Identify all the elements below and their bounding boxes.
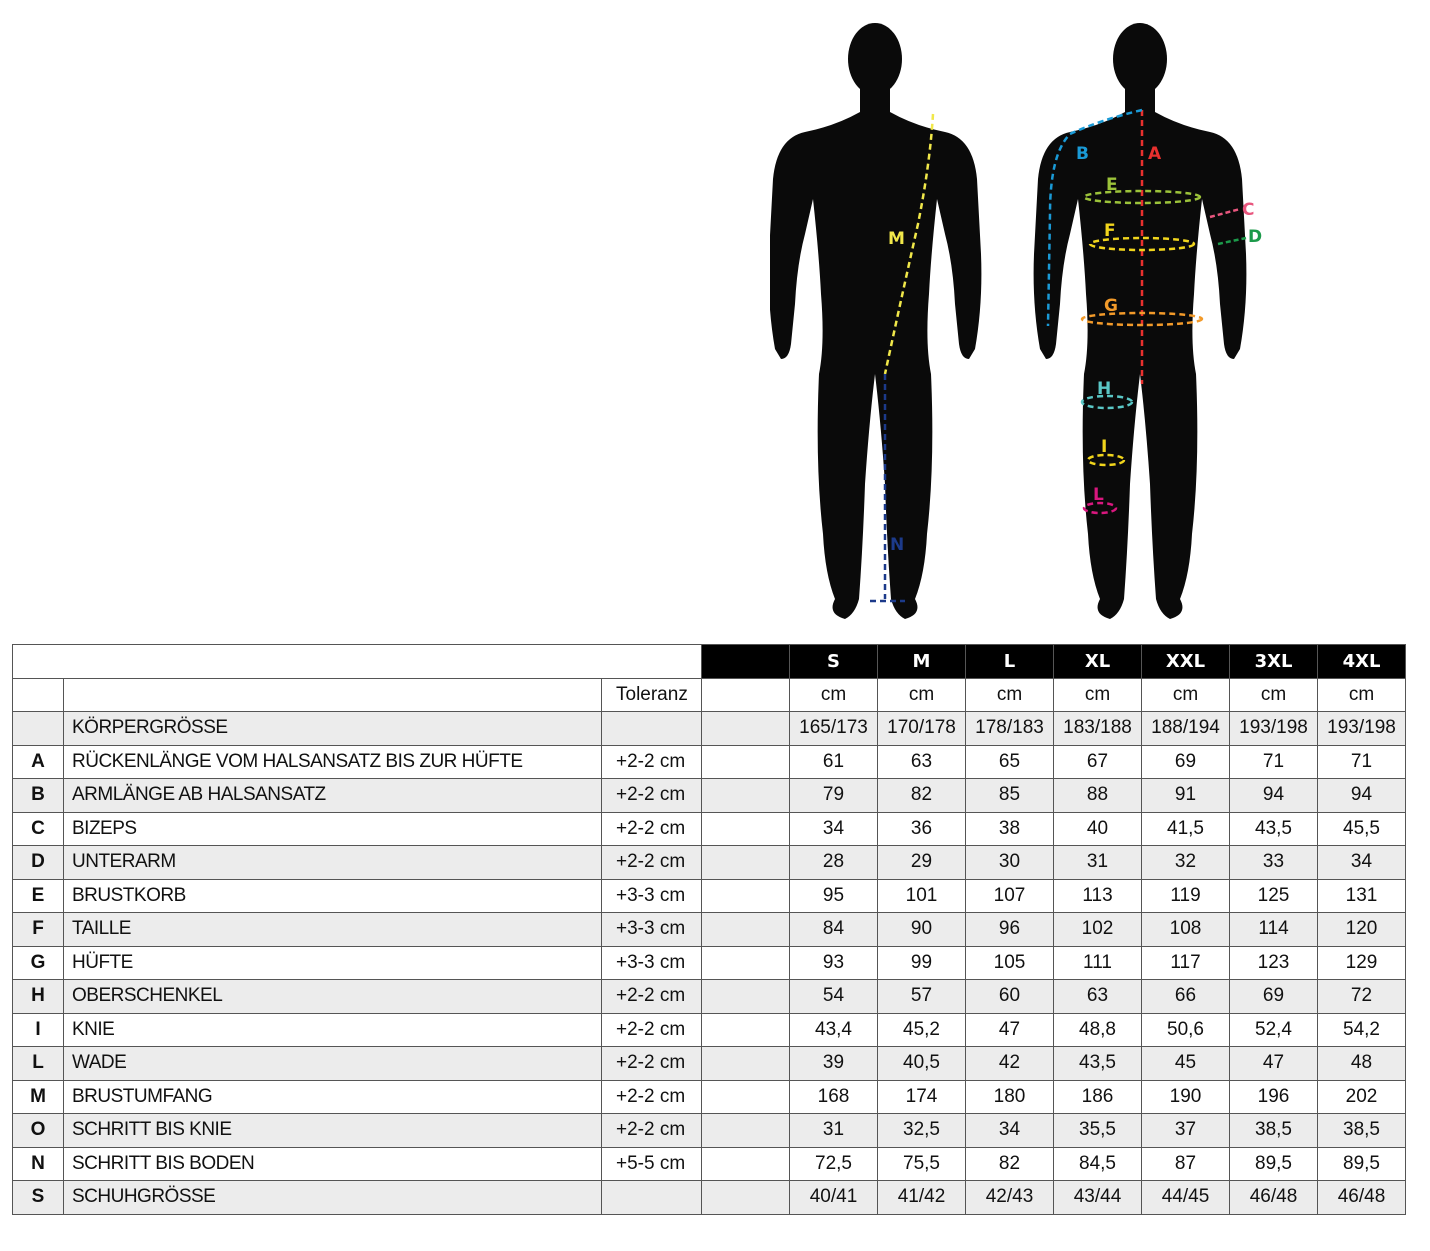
value-cell: 48	[1318, 1047, 1406, 1081]
value-cell: 69	[1230, 980, 1318, 1014]
row-spacer	[702, 1080, 790, 1114]
value-cell: 43,5	[1054, 1047, 1142, 1081]
row-letter: C	[13, 812, 64, 846]
value-cell: 34	[1318, 846, 1406, 880]
value-cell: 89,5	[1318, 1147, 1406, 1181]
unit-cell: cm	[1054, 678, 1142, 712]
value-cell: 131	[1318, 879, 1406, 913]
table-row	[13, 812, 1406, 846]
unit-cell: cm	[1142, 678, 1230, 712]
value-cell: 39	[790, 1047, 878, 1081]
row-spacer	[702, 1147, 790, 1181]
row-tolerance	[602, 1181, 702, 1215]
value-cell: 50,6	[1142, 1013, 1230, 1047]
unit-cell: cm	[1230, 678, 1318, 712]
row-spacer	[702, 1013, 790, 1047]
value-cell: 54	[790, 980, 878, 1014]
value-cell: 93	[790, 946, 878, 980]
size-header: 4XL	[1318, 645, 1406, 679]
value-cell: 45,2	[878, 1013, 966, 1047]
unit-cell: cm	[1318, 678, 1406, 712]
value-cell: 37	[1142, 1114, 1230, 1148]
value-cell: 102	[1054, 913, 1142, 947]
row-letter: M	[13, 1080, 64, 1114]
value-cell: 46/48	[1230, 1181, 1318, 1215]
value-cell: 99	[878, 946, 966, 980]
row-tolerance: +5-5 cm	[602, 1147, 702, 1181]
row-label: OBERSCHENKEL	[64, 980, 602, 1014]
row-label: UNTERARM	[64, 846, 602, 880]
value-cell: 29	[878, 846, 966, 880]
value-cell: 94	[1230, 779, 1318, 813]
value-cell: 129	[1318, 946, 1406, 980]
label-a: A	[1148, 144, 1162, 164]
row-tolerance: +2-2 cm	[602, 745, 702, 779]
table-row	[13, 913, 1406, 947]
size-header-row	[13, 645, 1406, 679]
row-label: RÜCKENLÄNGE VOM HALSANSATZ BIS ZUR HÜFTE	[64, 745, 602, 779]
body-figures	[770, 14, 1290, 634]
value-cell: 183/188	[1054, 712, 1142, 746]
table-row	[13, 779, 1406, 813]
table-row	[13, 1147, 1406, 1181]
value-cell: 45,5	[1318, 812, 1406, 846]
table-row	[13, 745, 1406, 779]
row-letter: B	[13, 779, 64, 813]
value-cell: 178/183	[966, 712, 1054, 746]
body-silhouettes	[770, 14, 1290, 634]
table-row	[13, 1047, 1406, 1081]
row-spacer	[702, 846, 790, 880]
label-e: E	[1106, 175, 1118, 195]
value-cell: 113	[1054, 879, 1142, 913]
label-l: L	[1093, 485, 1104, 505]
row-label: SCHRITT BIS KNIE	[64, 1114, 602, 1148]
value-cell: 31	[1054, 846, 1142, 880]
value-cell: 67	[1054, 745, 1142, 779]
value-cell: 71	[1230, 745, 1318, 779]
value-cell: 174	[878, 1080, 966, 1114]
row-label: BRUSTKORB	[64, 879, 602, 913]
value-cell: 63	[878, 745, 966, 779]
row-spacer	[702, 779, 790, 813]
value-cell: 66	[1142, 980, 1230, 1014]
value-cell: 69	[1142, 745, 1230, 779]
label-h: H	[1097, 379, 1112, 399]
value-cell: 180	[966, 1080, 1054, 1114]
row-letter: H	[13, 980, 64, 1014]
row-label: BIZEPS	[64, 812, 602, 846]
unit-cell: cm	[966, 678, 1054, 712]
value-cell: 28	[790, 846, 878, 880]
value-cell: 40,5	[878, 1047, 966, 1081]
table-row	[13, 846, 1406, 880]
size-header: L	[966, 645, 1054, 679]
row-tolerance: +2-2 cm	[602, 812, 702, 846]
value-cell: 105	[966, 946, 1054, 980]
label-g: G	[1104, 296, 1118, 316]
value-cell: 52,4	[1230, 1013, 1318, 1047]
value-cell: 79	[790, 779, 878, 813]
value-cell: 71	[1318, 745, 1406, 779]
row-spacer	[702, 812, 790, 846]
value-cell: 35,5	[1054, 1114, 1142, 1148]
value-cell: 188/194	[1142, 712, 1230, 746]
value-cell: 190	[1142, 1080, 1230, 1114]
value-cell: 41/42	[878, 1181, 966, 1215]
row-spacer	[702, 745, 790, 779]
value-cell: 119	[1142, 879, 1230, 913]
value-cell: 84	[790, 913, 878, 947]
row-tolerance: +3-3 cm	[602, 946, 702, 980]
size-table-body	[13, 645, 1406, 1215]
value-cell: 193/198	[1318, 712, 1406, 746]
row-tolerance: +2-2 cm	[602, 1114, 702, 1148]
value-cell: 44/45	[1142, 1181, 1230, 1215]
value-cell: 41,5	[1142, 812, 1230, 846]
value-cell: 40	[1054, 812, 1142, 846]
value-cell: 42	[966, 1047, 1054, 1081]
row-tolerance: +3-3 cm	[602, 913, 702, 947]
table-row	[13, 1080, 1406, 1114]
value-cell: 108	[1142, 913, 1230, 947]
label-c: C	[1242, 200, 1255, 220]
value-cell: 101	[878, 879, 966, 913]
unit-cell: cm	[790, 678, 878, 712]
row-letter: E	[13, 879, 64, 913]
value-cell: 38,5	[1318, 1114, 1406, 1148]
value-cell: 43/44	[1054, 1181, 1142, 1215]
table-row	[13, 1114, 1406, 1148]
value-cell: 193/198	[1230, 712, 1318, 746]
row-label: SCHRITT BIS BODEN	[64, 1147, 602, 1181]
row-label: KNIE	[64, 1013, 602, 1047]
value-cell: 48,8	[1054, 1013, 1142, 1047]
value-cell: 63	[1054, 980, 1142, 1014]
value-cell: 72	[1318, 980, 1406, 1014]
value-cell: 75,5	[878, 1147, 966, 1181]
value-cell: 94	[1318, 779, 1406, 813]
row-tolerance: +2-2 cm	[602, 846, 702, 880]
value-cell: 82	[966, 1147, 1054, 1181]
table-row	[13, 946, 1406, 980]
value-cell: 88	[1054, 779, 1142, 813]
row-letter: F	[13, 913, 64, 947]
value-cell: 43,4	[790, 1013, 878, 1047]
row-tolerance: +3-3 cm	[602, 879, 702, 913]
row-letter: A	[13, 745, 64, 779]
row-letter: I	[13, 1013, 64, 1047]
row-tolerance: +2-2 cm	[602, 980, 702, 1014]
value-cell: 120	[1318, 913, 1406, 947]
row-tolerance: +2-2 cm	[602, 1047, 702, 1081]
row-letter: O	[13, 1114, 64, 1148]
row-spacer	[702, 1114, 790, 1148]
row-spacer	[702, 980, 790, 1014]
size-header: M	[878, 645, 966, 679]
toleranz-header: Toleranz	[602, 678, 702, 712]
unit-cell: cm	[878, 678, 966, 712]
value-cell: 85	[966, 779, 1054, 813]
size-header: S	[790, 645, 878, 679]
value-cell: 196	[1230, 1080, 1318, 1114]
row-letter: L	[13, 1047, 64, 1081]
value-cell: 47	[1230, 1047, 1318, 1081]
value-cell: 72,5	[790, 1147, 878, 1181]
value-cell: 30	[966, 846, 1054, 880]
value-cell: 90	[878, 913, 966, 947]
value-cell: 165/173	[790, 712, 878, 746]
value-cell: 170/178	[878, 712, 966, 746]
value-cell: 57	[878, 980, 966, 1014]
label-i: I	[1101, 437, 1108, 457]
row-spacer	[702, 879, 790, 913]
value-cell: 46/48	[1318, 1181, 1406, 1215]
value-cell: 34	[790, 812, 878, 846]
size-header: XL	[1054, 645, 1142, 679]
value-cell: 45	[1142, 1047, 1230, 1081]
row-letter: D	[13, 846, 64, 880]
table-row	[13, 879, 1406, 913]
table-row	[13, 1181, 1406, 1215]
label-f: F	[1104, 221, 1116, 241]
row-tolerance: +2-2 cm	[602, 1080, 702, 1114]
row-label: WADE	[64, 1047, 602, 1081]
value-cell: 84,5	[1054, 1147, 1142, 1181]
label-m: M	[888, 229, 905, 249]
value-cell: 107	[966, 879, 1054, 913]
row-label: TAILLE	[64, 913, 602, 947]
label-b: B	[1076, 144, 1089, 164]
size-header: 3XL	[1230, 645, 1318, 679]
value-cell: 91	[1142, 779, 1230, 813]
row-label: HÜFTE	[64, 946, 602, 980]
value-cell: 87	[1142, 1147, 1230, 1181]
table-row	[13, 1013, 1406, 1047]
value-cell: 111	[1054, 946, 1142, 980]
header-black-spacer	[702, 645, 790, 679]
row-label: BRUSTUMFANG	[64, 1080, 602, 1114]
size-table	[12, 644, 1406, 1215]
value-cell: 33	[1230, 846, 1318, 880]
value-cell: 34	[966, 1114, 1054, 1148]
row-letter: N	[13, 1147, 64, 1181]
value-cell: 168	[790, 1080, 878, 1114]
size-header: XXL	[1142, 645, 1230, 679]
value-cell: 54,2	[1318, 1013, 1406, 1047]
value-cell: 89,5	[1230, 1147, 1318, 1181]
row-spacer	[702, 1047, 790, 1081]
value-cell: 117	[1142, 946, 1230, 980]
row-letter: G	[13, 946, 64, 980]
row-letter: S	[13, 1181, 64, 1215]
value-cell: 47	[966, 1013, 1054, 1047]
unit-row	[13, 678, 1406, 712]
table-row	[13, 980, 1406, 1014]
value-cell: 123	[1230, 946, 1318, 980]
value-cell: 32	[1142, 846, 1230, 880]
value-cell: 96	[966, 913, 1054, 947]
label-d: D	[1248, 227, 1263, 247]
value-cell: 43,5	[1230, 812, 1318, 846]
row-spacer	[702, 946, 790, 980]
value-cell: 42/43	[966, 1181, 1054, 1215]
value-cell: 31	[790, 1114, 878, 1148]
value-cell: 32,5	[878, 1114, 966, 1148]
row-spacer	[702, 1181, 790, 1215]
value-cell: 38,5	[1230, 1114, 1318, 1148]
row-label: KÖRPERGRÖSSE	[64, 712, 602, 746]
height-row	[13, 712, 1406, 746]
value-cell: 65	[966, 745, 1054, 779]
value-cell: 40/41	[790, 1181, 878, 1215]
value-cell: 114	[1230, 913, 1318, 947]
row-tolerance: +2-2 cm	[602, 1013, 702, 1047]
value-cell: 60	[966, 980, 1054, 1014]
label-n: N	[890, 535, 905, 555]
row-label: ARMLÄNGE AB HALSANSATZ	[64, 779, 602, 813]
row-label: SCHUHGRÖSSE	[64, 1181, 602, 1215]
value-cell: 125	[1230, 879, 1318, 913]
front-figure	[770, 23, 981, 619]
back-figure	[1034, 23, 1263, 619]
value-cell: 36	[878, 812, 966, 846]
value-cell: 82	[878, 779, 966, 813]
value-cell: 61	[790, 745, 878, 779]
value-cell: 186	[1054, 1080, 1142, 1114]
row-spacer	[702, 913, 790, 947]
value-cell: 38	[966, 812, 1054, 846]
value-cell: 95	[790, 879, 878, 913]
value-cell: 202	[1318, 1080, 1406, 1114]
row-tolerance: +2-2 cm	[602, 779, 702, 813]
